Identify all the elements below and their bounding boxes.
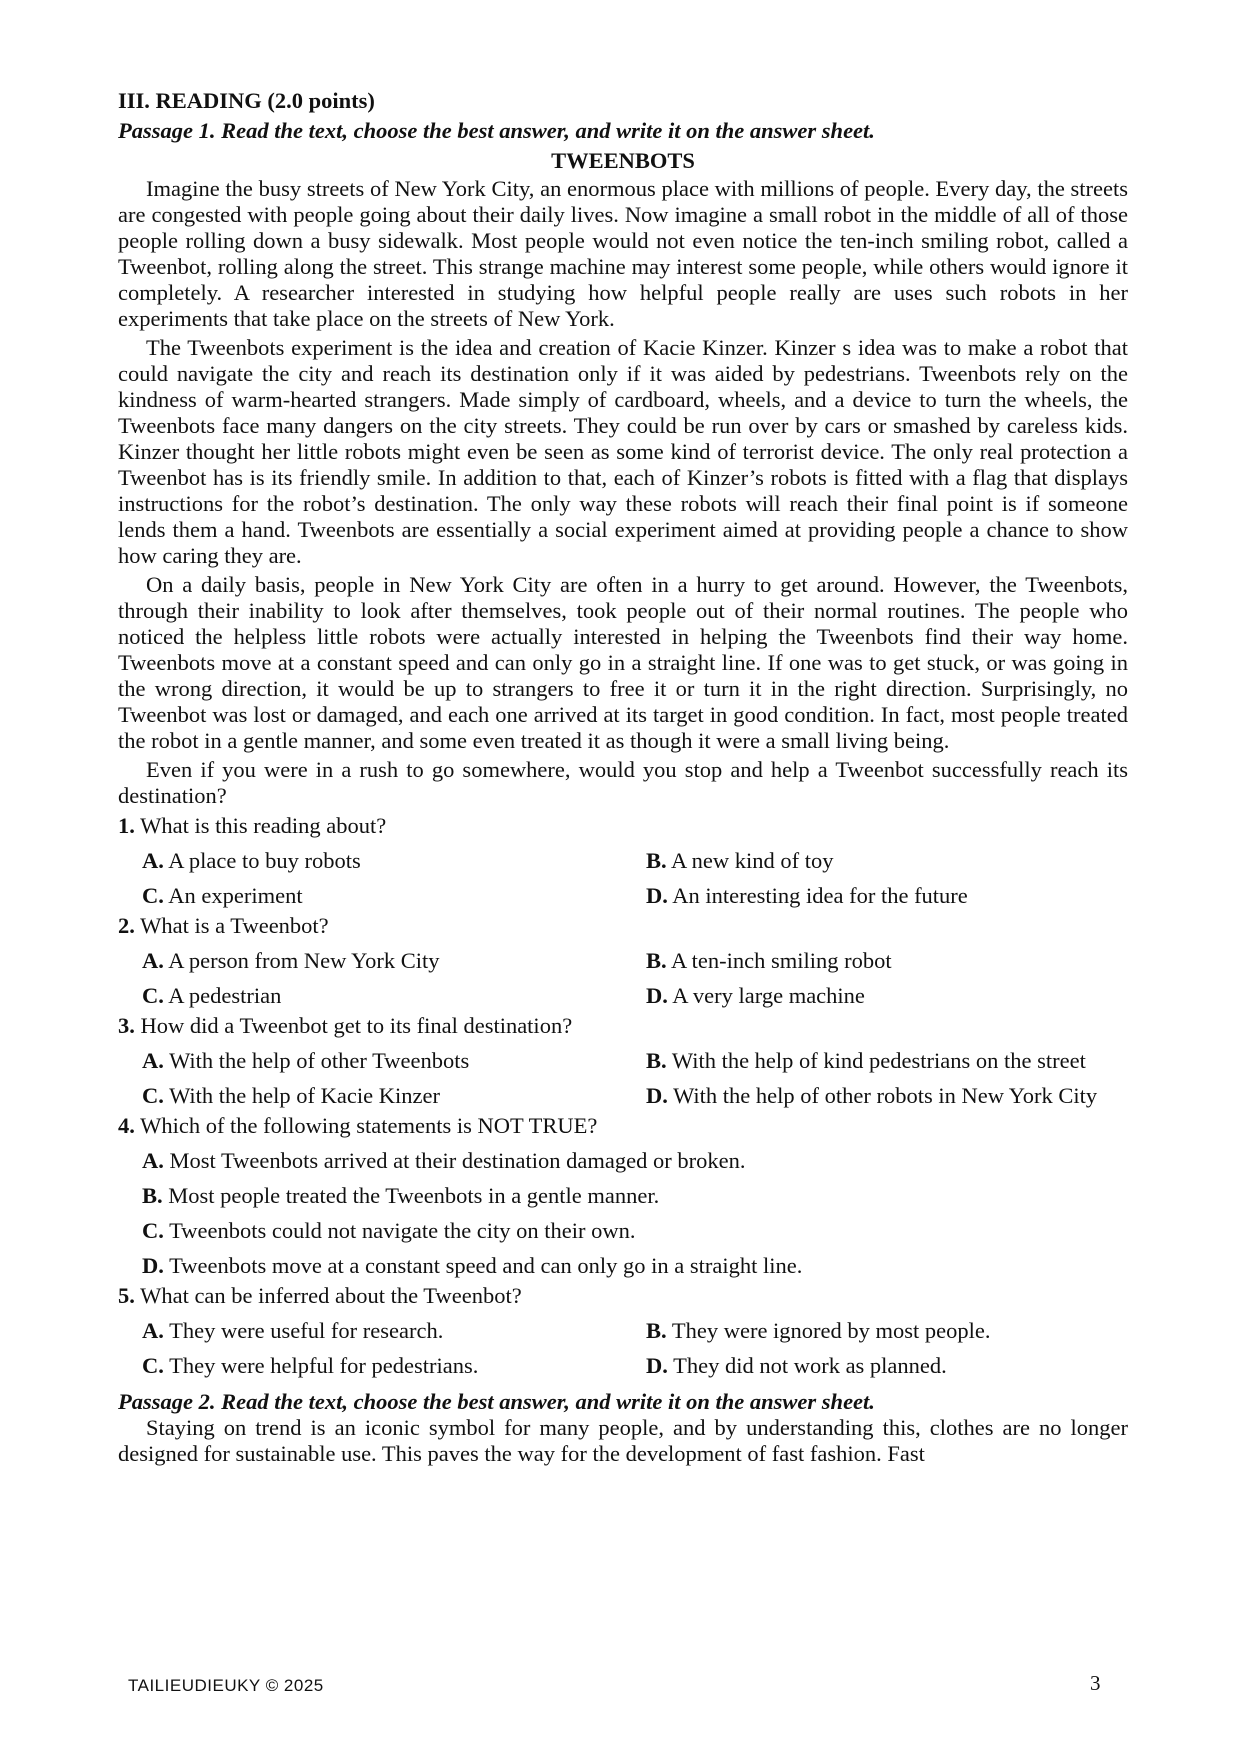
option-b[interactable]: B. A new kind of toy	[646, 848, 834, 873]
page-content	[118, 88, 1128, 1470]
passage1-paragraph: Imagine the busy streets of New York City, an enormous place with millions of people. Every day, the streets are congested with people going about their daily lives. Now imagine a small robot in the middle of all of those people rolling down a busy sidewalk. Most people would not even notice the ten-inch smiling robot, called a Tweenbot, rolling along the street. This strange machine may interest some people, while others would ignore it completely. A researcher interested in studying how helpful people really are uses such robots in her experiments that take place on the streets of New York.	[118, 176, 1128, 331]
passage1-title: TWEENBOTS	[551, 148, 695, 173]
question-2	[118, 913, 1128, 939]
question-1	[118, 813, 1128, 839]
passage1-paragraph: Even if you were in a rush to go somewhere, would you stop and help a Tweenbot successfully reach its destination?	[118, 757, 1128, 808]
option-a[interactable]: A. A place to buy robots	[142, 848, 361, 873]
question-text: What is this reading about?	[140, 813, 387, 838]
question-text: How did a Tweenbot get to its final destination?	[140, 1013, 573, 1038]
option-c[interactable]: C. An experiment	[142, 883, 303, 908]
passage1-paragraph: On a daily basis, people in New York City are often in a hurry to get around. However, the Tweenbots, through their inability to look after themselves, took people out of their normal routines. The people who noticed the helpless little robots were actually interested in helping the Tweenbots find their way home. Tweenbots move at a constant speed and can only go in a straight line. If one was to get stuck, or was going in the wrong direction, it would be up to strangers to free it or turn it in the right direction. Surprisingly, no Tweenbot was lost or damaged, and each one arrived at its target in good condition. In fact, most people treated the robot in a gentle manner, and some even treated it as though it were a small living being.	[118, 572, 1128, 753]
option-a[interactable]: A. They were useful for research.	[142, 1318, 444, 1343]
option-a[interactable]: A. Most Tweenbots arrived at their destination damaged or broken.	[142, 1148, 746, 1173]
question-5	[118, 1283, 1128, 1309]
option-a[interactable]: A. With the help of other Tweenbots	[142, 1048, 470, 1073]
section-title: III. READING (2.0 points)	[118, 88, 375, 113]
option-b[interactable]: B. With the help of kind pedestrians on the street	[646, 1048, 1086, 1073]
question-2-options	[142, 939, 1128, 1009]
passage2-paragraph: Staying on trend is an iconic symbol for many people, and by understanding this, clothes are no longer designed for sustainable use. This paves the way for the development of fast fashion. Fast	[118, 1415, 1128, 1466]
option-d[interactable]: D. An interesting idea for the future	[646, 883, 968, 908]
option-c[interactable]: C. A pedestrian	[142, 983, 282, 1008]
passage1-instruction: Passage 1. Read the text, choose the best answer, and write it on the answer sheet.	[118, 118, 875, 143]
question-number: 5.	[118, 1283, 135, 1308]
footer-copyright: TAILIEUDIEUKY © 2025	[128, 1676, 324, 1695]
question-1-options	[142, 839, 1128, 909]
question-number: 3.	[118, 1013, 135, 1038]
question-number: 2.	[118, 913, 135, 938]
option-d[interactable]: D. Tweenbots move at a constant speed and can only go in a straight line.	[142, 1253, 803, 1278]
passage2-instruction: Passage 2. Read the text, choose the best answer, and write it on the answer sheet.	[118, 1389, 875, 1414]
question-3-options	[142, 1039, 1128, 1109]
option-b[interactable]: B. They were ignored by most people.	[646, 1318, 991, 1343]
question-number: 1.	[118, 813, 135, 838]
question-text: What is a Tweenbot?	[140, 913, 329, 938]
option-d[interactable]: D. A very large machine	[646, 983, 865, 1008]
option-b[interactable]: B. A ten-inch smiling robot	[646, 948, 892, 973]
question-text: What can be inferred about the Tweenbot?	[140, 1283, 522, 1308]
question-3	[118, 1013, 1128, 1039]
page-number: 3	[1090, 1671, 1101, 1695]
passage1-paragraph: The Tweenbots experiment is the idea and creation of Kacie Kinzer. Kinzer s idea was to make a robot that could navigate the city and reach its destination only if it was aided by pedestrians. Tweenbots rely on the kindness of warm-hearted strangers. Made simply of cardboard, wheels, and a device to turn the wheels, the Tweenbots face many dangers on the city streets. They could be run over by cars or smashed by careless kids. Kinzer thought her little robots might even be seen as some kind of terrorist device. The only real protection a Tweenbot has is its friendly smile. In addition to that, each of Kinzer’s robots is fitted with a flag that displays instructions for the robot’s destination. The only way these robots will reach their final point is if someone lends them a hand. Tweenbots are essentially a social experiment aimed at providing people a chance to show how caring they are.	[118, 335, 1128, 568]
question-text: Which of the following statements is NOT TRUE?	[140, 1113, 598, 1138]
option-c[interactable]: C. Tweenbots could not navigate the city on their own.	[142, 1218, 636, 1243]
option-a[interactable]: A. A person from New York City	[142, 948, 440, 973]
option-c[interactable]: C. With the help of Kacie Kinzer	[142, 1083, 440, 1108]
option-d[interactable]: D. With the help of other robots in New York City	[646, 1083, 1098, 1108]
question-4	[118, 1113, 1128, 1139]
option-d[interactable]: D. They did not work as planned.	[646, 1353, 947, 1378]
option-c[interactable]: C. They were helpful for pedestrians.	[142, 1353, 479, 1378]
option-b[interactable]: B. Most people treated the Tweenbots in a gentle manner.	[142, 1183, 660, 1208]
question-5-options	[142, 1309, 1128, 1379]
question-number: 4.	[118, 1113, 135, 1138]
